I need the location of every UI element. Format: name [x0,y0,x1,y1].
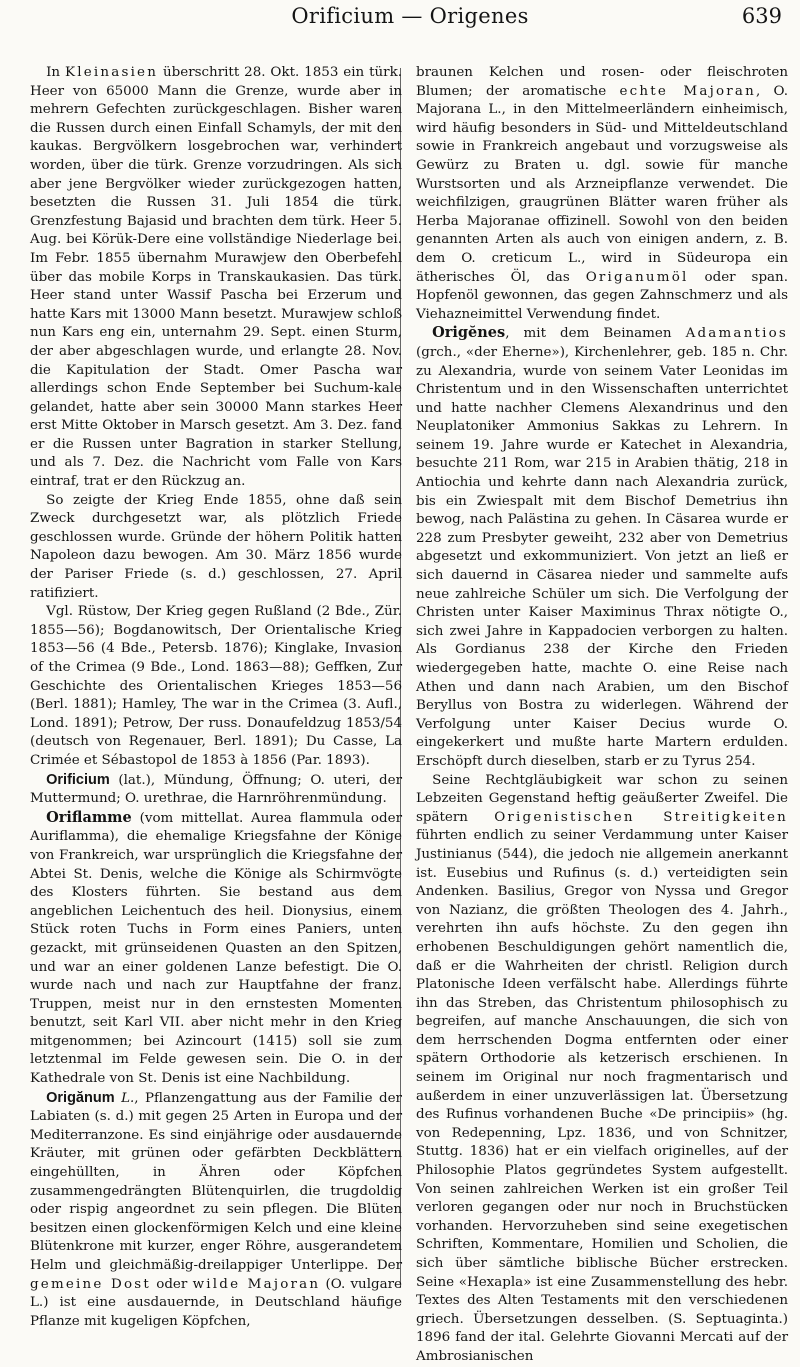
spaced-term: Origanumöl [585,269,689,285]
page-number: 639 [741,4,782,28]
paragraph-literature: Vgl. Rüstow, Der Krieg gegen Rußland (2 Bde., Zür. 1855—56); Bogdanowitsch, Der Orientalische Krieg 1853—56 (4 Bde., Petersb. 1876); Kinglake, Invasion of the Crimea (9 Bde., Lond. 1863—88); Geffken, Zur Geschichte des Orientalischen Krieges 1853—56 (Berl. 1881); Hamley, The war in the Crimea (3. Aufl., Lond. 1891); Petrow, Der russ. Donaufeldzug 1853/54 (deutsch von Regenauer, Berl. 1891); Du Casse, La Crimée et Sébastopol de 1853 à 1856 (Par. 1893). [30,604,402,768]
spaced-term: Origenistischen Streitigkeiten [494,809,788,825]
entry-text: (O. vulgare L.) ist eine ausdauernde, in Deutschland häufige Pflanze mit kugeligen Köpfchen, [30,1276,402,1329]
entry-text: (grch., «der Eherne»), Kirchenlehrer, geb. 185 n. Chr. zu Alexandria, wurde von seinem Vater Leonidas im Christentum und in den Wissenschaften unterrichtet und hatte nachher Clemens Alexandrinus und den Neuplatoniker Ammonius Sakkas zu Lehrern. In seinem 19. Jahre wurde er Katechet in Alexandria, besuchte 211 Rom, war 215 in Arabien thätig, 218 in Antiochia und kehrte dann nach Alexandria zurück, bis ein Zwiespalt mit dem Bischof Demetrius ihn bewog, nach Palästina zu gehen. In Cäsarea wurde er 228 zum Presbyter geweiht, 232 aber von Demetrius abgesetzt und exkommuniziert. Von jetzt an ließ er sich dauernd in Cäsarea nieder und sammelte aufs neue zahlreiche Schüler um sich. Die Verfolgung der Christen unter Kaiser Maximinus Thrax nötigte O., sich zwei Jahre in Kappadocien verborgen zu halten. Als Gordianus 238 der Kirche den Frieden wiedergegeben hatte, machte O. eine Reise nach Athen und dann nach Arabien, um den Bischof Beryllus von Bostra zu widerlegen. Während der Verfolgung unter Kaiser Decius wurde O. eingekerkert und mußte harte Martern erdulden. Erschöpft durch dieselben, starb er zu Tyrus 254. [416,344,788,769]
entry-text: (lat.), Mündung, Öffnung; O. uteri, der Muttermund; O. urethrae, die Harnröhrenmündung. [30,772,403,807]
left-column [30,64,402,1331]
paragraph-text: , O. Majorana L., in den Mittelmeerländern einheimisch, wird häufig besonders in Süd- und Mitteldeutschland sowie in Frankreich angebaut und vorzugsweise als Gewürz zu Braten u. dgl. sowie für manche Wurstsorten und als Arzneipflanze verwendet. Die weichfilzigen, graugrünen Blätter waren früher als Herba Majoranae offizinell. Sowohl von den beiden genannten Arten als auch von einigen andern, z. B. dem O. creticum L., wird in Südeuropa ein ätherisches Öl, das [416,83,788,285]
author-abbrev: L. [121,1090,135,1106]
right-column [416,64,788,1367]
headword: Origănum [46,1089,115,1106]
entry-origenes [416,324,788,771]
entry-text: oder [156,1276,188,1292]
entry-orificium [30,771,402,809]
paragraph-text: Seine Rechtgläubigkeit war schon zu seinen Lebzeiten Gegenstand heftig geäußerter Zweifel. Die spätern [416,772,788,825]
paragraph-krieg-ende: So zeigte der Krieg Ende 1855, ohne daß sein Zweck durchgesetzt war, als plötzlich Friede geschlossen wurde. Gründe der höhern Politik hatten Napoleon dazu bewogen. Am 30. März 1856 wurde der Pariser Friede (s. d.) geschlossen, 27. April ratifiziert. [30,492,402,601]
paragraph-text: überschritt 28. Okt. 1853 ein türk. Heer von 65000 Mann die Grenze, wurde aber in mehrern Gefechten zurückgeschlagen. Bisher waren die Russen durch einen Einfall Schamyls, der mit den kaukas. Bergvölkern losgebrochen war, verhindert worden, über die türk. Grenze vorzudringen. Als sich aber jene Bergvölker wieder zurückgezogen hatten, besetzten die Russen 31. Juli 1854 die türk. Grenzfestung Bajasid und brachten dem türk. Heer 5. Aug. bei Körük-Dere eine vollständige Niederlage bei. Im Febr. 1855 übernahm Murawjew den Oberbefehl über das mobile Korps in Transkaukasien. Das türk. Heer stand unter Wassif Pascha bei Erzerum und hatte Kars mit 13000 Mann besetzt. Murawjew schloß nun Kars eng ein, unternahm 29. Sept. einen Sturm, der aber abgeschlagen wurde, und erlangte 28. Nov. die Kapitulation der Stadt. Omer Pascha war allerdings schon Ende September bei Suchum-kale gelandet, hatte aber sein 30000 Mann starkes Heer erst Mitte Oktober in Marsch gesetzt. Am 3. Dez. fand er die Russen unter Bagration in starker Stellung, und als 7. Dez. die Nachricht vom Falle von Kars eintraf, trat er den Rückzug an. [30,65,402,490]
spaced-term: Kleinasien [65,65,159,80]
paragraph-kleinasien [30,64,402,492]
spaced-term: gemeine Dost [30,1276,151,1292]
spaced-term: Adamantios [685,326,788,342]
spaced-term: wilde Majoran [192,1276,321,1292]
entry-origanum [30,1089,402,1332]
headword: Orificium [46,771,110,788]
entry-oriflamme [30,809,402,1089]
paragraph-text: oder span. Hopfenöl gewonnen, das gegen Zahnschmerz und als Viehazneimittel Verwendung findet. [416,269,788,322]
paragraph-rechtglaeubigkeit [416,772,788,1367]
headword: Oriflamme [46,808,132,826]
spaced-term: echte Majoran [619,83,756,99]
paragraph-majoran [416,64,788,324]
headword: Origĕnes [432,324,506,342]
running-title: Orificium — Origenes [291,4,529,28]
lead-word: In [46,65,61,80]
entry-text: , Pflanzengattung aus der Familie der Labiaten (s. d.) mit gegen 25 Arten in Europa und der Mediterranzone. Es sind einjährige oder ausdauernde Kräuter, mit grünen oder gefärbten Deckblättern eingehüllten, in Ähren oder Köpfchen zusammengedrängten Blütenquirlen, die trugdoldig oder rispig angeordnet zu sein pflegen. Die Blüten besitzen einen glockenförmigen Kelch und eine kleine Blütenkrone mit kurzer, enger Röhre, ausgerandetem Helm und gleichmäßig-dreilappiger Unterlippe. Der [30,1090,402,1273]
paragraph-text: braunen Kelchen und rosen- oder fleischroten Blumen; der aromatische [416,65,788,99]
entry-text: (vom mittellat. Aurea flammula oder Auriflamma), die ehemalige Kriegsfahne der Könige von Frankreich, war ursprünglich die Kriegsfahne der Abtei St. Denis, welche die Könige als Schirmvögte des Klosters führten. Sie bestand aus dem angeblichen Leichentuch des heil. Dionysius, einem Stück roten Tuchs in Form eines Paniers, unten gezackt, mit grünseidenen Quasten an den Spitzen, und war an einer goldenen Lanze befestigt. Die O. wurde nach und nach zur Hauptfahne der franz. Truppen, meist nur in den ernstesten Momenten benutzt, seit Karl VII. aber nicht mehr in den Krieg mitgenommen; bei Azincourt (1415) soll sie zum letztenmal im Felde gewesen sein. Die O. in der Kathedrale von St. Denis ist eine Nachbildung. [30,810,402,1087]
entry-text: , mit dem Beinamen [505,326,672,342]
paragraph-text: führten endlich zu seiner Verdammung unter Kaiser Justinianus (544), die jedoch nie allgemein anerkannt ist. Eusebius und Rufinus (s. d.) verteidigten sein Andenken. Basilius, Gregor von Nyssa und Gregor von Nazianz, die größten Theologen des 4. Jahrh., verehrten ihn aufs höchste. Zu den gegen ihn erhobenen Beschuldigungen gehört namentlich die, daß er die Wahrheiten der christl. Religion durch Platonische Ideen verfälscht habe. Allerdings führte ihn das Streben, das Christentum philosophisch zu begreifen, auf manche Anschauungen, die sich von dem herrschenden Dogma entfernten oder einer spätern Orthodorie als ketzerisch erschienen. In seinem im Original nur noch fragmentarisch und außerdem in einer unzuverlässigen lat. Übersetzung des Rufinus vorhandenen Buche «De principiis» (hg. von Redepenning, Lpz. 1836, und von Schnitzer, Stuttg. 1836) hat er ein vielfach originelles, auf der Philosophie Platos gegründetes System aufgestellt. Von seinen zahlreichen Werken ist ein großer Teil verloren gegangen oder nur noch in Bruchstücken vorhanden. Hervorzuheben sind seine exegetischen Schriften, Kommentare, Homilien und Scholien, die sich über sämtliche biblische Bücher erstrecken. Seine «Hexapla» ist eine Zusammenstellung des hebr. Textes des Alten Testaments mit den verschiedenen griech. Übersetzungen desselben. (S. Septuaginta.) 1896 fand der ital. Gelehrte Giovanni Mercati auf der Ambrosianischen [416,828,788,1364]
page-header [34,4,786,52]
